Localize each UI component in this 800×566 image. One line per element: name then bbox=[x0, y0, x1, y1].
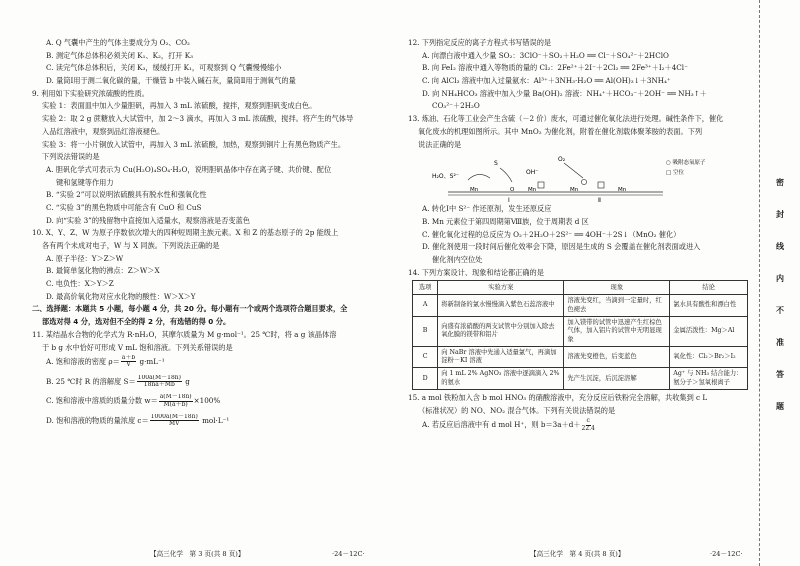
diagram-mn-4: Mn bbox=[618, 187, 627, 194]
table-row bbox=[413, 346, 748, 368]
table-cell-option: B bbox=[413, 316, 438, 346]
section-2-line2: 部选对得 4 分，选对但不全的得 2 分，有选错的得 0 分。 bbox=[42, 317, 231, 327]
question-14 bbox=[408, 268, 748, 390]
q11-d-denominator: MV bbox=[168, 420, 180, 428]
table-row bbox=[413, 316, 748, 346]
table-header-scheme: 实验方案 bbox=[438, 281, 564, 295]
left-footer-code: ·24－12C· bbox=[332, 550, 365, 559]
q13-option-d-cont: 催化剂内空位处 bbox=[432, 254, 483, 264]
q11-option-c bbox=[32, 394, 384, 408]
q13-option-a: A. 转化Ⅰ中 S²⁻ 作还原剂，发生还原反应 bbox=[422, 204, 552, 214]
question-11 bbox=[32, 330, 384, 428]
q9-ask: 下列说法错误的是 bbox=[42, 152, 100, 162]
q10-stem-line1: 10. X、Y、Z、W 为原子序数依次增大的四种短周期主族元素。X 和 Z 的基态原子的 2p 能级上 bbox=[32, 228, 339, 238]
q11-d-unit: mol·L⁻¹ bbox=[199, 415, 230, 425]
q15-a-fraction bbox=[582, 418, 595, 432]
q11-b-numerator: 100a(M－18n) bbox=[137, 374, 181, 381]
table-cell-scheme: 向盛有浓硝酸的两支试管中分别加入除去氧化膜的镁带和铝片 bbox=[438, 316, 564, 346]
q11-d-text: D. 饱和溶液的物质的量浓度 c＝ bbox=[46, 415, 149, 425]
table-cell-option: D bbox=[413, 368, 438, 390]
q12-option-b: B. 向 FeI₂ 溶液中通入等物质的量的 Cl₂：2Fe²⁺＋2I⁻＋2Cl₂ ══ 2Fe³⁺＋I₂＋4Cl⁻ bbox=[422, 63, 688, 73]
q11-c-fraction bbox=[159, 394, 193, 408]
q15-stem-line2: （标准状况）的 NO、NO₂ 混合气体。下列有关说法错误的是 bbox=[418, 405, 616, 415]
q8-option-c: C. 读完气体总体积后，关闭 K₃，缓缓打开 K₁，可观察到 Q 气囊慢慢缩小 bbox=[46, 63, 282, 73]
q11-c-text: C. 饱和溶液中溶质的质量分数 w＝ bbox=[46, 396, 158, 406]
q15-option-a bbox=[408, 418, 748, 432]
q10-stem-line2: 各有两个未成对电子，W 与 X 同族。下列说法正确的是 bbox=[42, 241, 220, 250]
q9-option-a: A. 胆矾化学式可表示为 Cu(H₂O)₄SO₄·H₂O，说明胆矾晶体中存在离子键、共价键、配位 bbox=[46, 164, 332, 174]
q9-stem: 9. 利用如下实验研究浓硫酸的性质。 bbox=[32, 88, 149, 98]
q8-option-d: D. 量筒Ⅰ用于测二氧化碳的量，干燥管 b 中装入碱石灰，量筒Ⅱ用于测氧气的量 bbox=[46, 76, 296, 86]
table-cell-option: A bbox=[413, 295, 438, 317]
q11-option-a bbox=[32, 355, 384, 369]
table-cell-phenomenon: 溶液先变红，当滴到一定量时，红色褪去 bbox=[564, 295, 670, 317]
diagram-stage-2: Ⅱ bbox=[598, 197, 601, 205]
q10-option-d: D. 最高价氧化物对应水化物的酸性：W＞X＞Y bbox=[46, 291, 196, 301]
q12-option-c: C. 向 AlCl₃ 溶液中加入过量氨水：Al³⁺＋3NH₃·H₂O ══ Al(OH)₃↓＋3NH₄⁺ bbox=[422, 76, 671, 86]
q13-stem-line1: 13. 炼油、石化等工业会产生含硫（－2 价）废水，可通过催化氧化法进行处理。碱性条件下，催化 bbox=[408, 114, 724, 124]
q11-b-unit: g bbox=[183, 376, 190, 386]
table-cell-phenomenon: 溶液先变橙色，后变蓝色 bbox=[564, 346, 670, 368]
vacancy-square-2 bbox=[598, 182, 604, 188]
table-cell-scheme: 将新制备的氯水慢慢滴入紫色石蕊溶液中 bbox=[438, 295, 564, 317]
binding-char: 不 bbox=[776, 306, 784, 315]
q10-option-a: A. 原子半径：Y＞Z＞W bbox=[46, 253, 124, 263]
table-cell-conclusion: 金属活泼性：Mg＞Al bbox=[670, 316, 748, 346]
experiment-table bbox=[412, 280, 748, 390]
binding-char: 题 bbox=[776, 402, 784, 411]
table-header-row bbox=[413, 281, 748, 295]
q13-option-d: D. 催化剂使用一段时间后催化效率会下降，原因是生成的 S 会覆盖在催化剂表面或进入 bbox=[422, 242, 701, 252]
q9-experiment-1: 实验 1：表面皿中加入少量胆矾，再加入 3 mL 浓硫酸，搅拌，观察到胆矾变成白色。 bbox=[42, 101, 317, 111]
q8-option-b: B. 测定气体总体积必须关闭 K₁、K₂，打开 K₃ bbox=[46, 50, 193, 60]
section-2-heading bbox=[32, 304, 384, 326]
q10-option-b: B. 最简单氢化物的沸点：Z＞W＞X bbox=[46, 266, 160, 276]
table-cell-conclusion: 氧化性：Cl₂＞Br₂＞I₂ bbox=[670, 346, 748, 368]
vacancy-square-1 bbox=[538, 182, 544, 188]
question-13 bbox=[408, 114, 748, 264]
q11-stem-line2: 于 b g 水中恰好可形成 V mL 饱和溶液。下列关系错误的是 bbox=[42, 342, 233, 352]
q11-c-numerator: a(M－18n) bbox=[159, 394, 192, 401]
diagram-arrow-3 bbox=[564, 163, 583, 178]
diagram-oh-label: OH⁻ bbox=[526, 169, 539, 177]
diagram-o-1: O bbox=[510, 187, 515, 194]
table-cell-phenomenon: 先产生沉淀，后沉淀溶解 bbox=[564, 368, 670, 390]
diagram-o2-label: O₂ bbox=[558, 156, 566, 164]
q9-option-c: C. “实验 3”的黑色物质中可能含有 CuO 和 CuS bbox=[46, 202, 202, 212]
diagram-stage-1: Ⅰ bbox=[508, 197, 510, 205]
diagram-arrow-1 bbox=[468, 175, 490, 181]
q11-a-denominator: V bbox=[126, 361, 131, 369]
diagram-s-label: S bbox=[494, 160, 498, 168]
right-footer-code: ·24－12C· bbox=[710, 550, 743, 559]
q11-b-text: B. 25 ℃时 R 的溶解度 S＝ bbox=[46, 376, 136, 386]
binding-char: 线 bbox=[776, 242, 784, 251]
q9-option-a-cont: 键和氢键等作用力 bbox=[56, 177, 114, 187]
q15-a-text: A. 若反应后溶液中有 d mol H⁺，则 b＝3a＋d＋ bbox=[422, 420, 581, 430]
q10-option-c: C. 电负性：X＞Y＞Z bbox=[46, 279, 114, 289]
q15-stem-line1: 15. a mol 铁粉加入含 b mol HNO₃ 的硝酸溶液中，充分反应后铁粉完全溶解，共收集到 c L bbox=[408, 392, 708, 402]
q12-stem: 12. 下列指定反应的离子方程式书写错误的是 bbox=[408, 38, 552, 47]
q14-stem: 14. 下列方案设计、现象和结论都正确的是 bbox=[408, 267, 544, 277]
diagram-legend-vacancy: □ 空位 bbox=[666, 170, 684, 177]
table-cell-scheme: 向 1 mL 2% AgNO₃ 溶液中逐滴滴入 2% 的氨水 bbox=[438, 368, 564, 390]
q9-option-d: D. 向“实验 3”的残留物中直接加入适量水，观察溶液是否变蓝色 bbox=[46, 215, 250, 225]
table-row bbox=[413, 368, 748, 390]
table-cell-option: C bbox=[413, 346, 438, 368]
q12-option-d-cont: CO₃²⁻＋2H₂O bbox=[432, 101, 480, 111]
diagram-mn-3: Mn bbox=[570, 187, 579, 194]
q11-d-numerator: 1000a(M－18n) bbox=[150, 413, 198, 420]
q9-option-b: B. “实验 2”可以说明浓硫酸具有脱水性和强氧化性 bbox=[46, 190, 207, 200]
table-cell-conclusion: 氯水具有酸性和漂白性 bbox=[670, 295, 748, 317]
diagram-mn-2: Mn bbox=[528, 187, 537, 194]
table-header-conclusion: 结论 bbox=[670, 281, 748, 295]
diagram-mn-1: Mn bbox=[470, 187, 479, 194]
q15-a-denominator: 22.4 bbox=[581, 424, 595, 432]
q15-a-numerator: c bbox=[586, 418, 590, 425]
binding-margin bbox=[759, 0, 800, 566]
q13-stem-line3: 说法正确的是 bbox=[418, 139, 462, 149]
section-2-line1: 二、选择题：本题共 5 小题，每小题 4 分，共 20 分。每小题有一个或两个选项符合题目要求，全 bbox=[32, 304, 348, 314]
q9-experiment-2-line1: 实验 2：取 2 g 蔗糖放入大试管中，加 2～3 滴水，再加入 3 mL 浓硫酸，搅拌。将产生的气体导 bbox=[42, 114, 354, 124]
binding-char: 准 bbox=[776, 338, 784, 347]
table-cell-scheme: 向 NaBr 溶液中先通入适量氯气，再滴加淀粉－KI 溶液 bbox=[438, 346, 564, 368]
catalytic-mechanism-diagram bbox=[408, 152, 748, 204]
question-10 bbox=[32, 228, 384, 301]
q8-options bbox=[32, 38, 384, 86]
q11-a-unit: g·mL⁻¹ bbox=[137, 356, 165, 366]
q11-a-text: A. 饱和溶液的密度 ρ＝ bbox=[46, 356, 120, 366]
q13-option-b: B. Mn 元素位于第四周期第Ⅷ族，位于周期表 d 区 bbox=[422, 216, 589, 226]
q11-b-denominator: 18na＋Mb bbox=[143, 381, 175, 389]
binding-char: 内 bbox=[776, 274, 784, 283]
binding-char: 密 bbox=[776, 178, 784, 187]
q11-a-fraction bbox=[121, 355, 136, 369]
diagram-legend-oxygen: ○ 吸附态氧原子 bbox=[666, 160, 706, 167]
question-12 bbox=[408, 38, 748, 111]
binding-char: 答 bbox=[776, 370, 784, 379]
q11-c-unit: ×100% bbox=[193, 396, 221, 406]
q13-option-c: C. 催化氧化过程的总反应为 O₂＋2H₂O＋2S²⁻ ══ 4OH⁻＋2S↓（MnO₂ 催化） bbox=[422, 229, 681, 239]
q11-a-numerator: a＋b bbox=[121, 355, 136, 362]
q12-option-a: A. 向漂白液中通入少量 SO₂：3ClO⁻＋SO₂＋H₂O ══ Cl⁻＋SO₄²⁻＋2HClO bbox=[422, 50, 669, 60]
diagram-arrow-2 bbox=[500, 168, 512, 182]
q11-option-d bbox=[32, 414, 384, 428]
diagram-h2o-s-label: H₂O、S²⁻ bbox=[432, 173, 460, 181]
q9-experiment-2-line2: 入品红溶液中，观察到品红溶液褪色。 bbox=[42, 126, 165, 136]
q11-d-fraction bbox=[150, 414, 199, 428]
q13-stem-line2: 氧化废水的机理如图所示。其中 MnO₂ 为催化剂，附着在催化剂载体聚苯胺的表面。下列 bbox=[418, 126, 703, 136]
right-footer-title: 【高三化学 第 4 页(共 8 页)】 bbox=[530, 550, 625, 559]
question-9 bbox=[32, 89, 384, 225]
left-page bbox=[32, 38, 384, 431]
question-15 bbox=[408, 393, 748, 432]
table-header-option: 选项 bbox=[413, 281, 438, 295]
q12-option-d: D. 向 NH₄HCO₃ 溶液中加入少量 Ba(OH)₂ 溶液：NH₄⁺＋HCO₃⁻＋2OH⁻ ══ NH₃↑＋ bbox=[422, 88, 707, 98]
q9-experiment-3: 实验 3：将一小片铜放入试管中，再加入 3 mL 浓硫酸，加热，观察到铜片上有黑色物质产生。 bbox=[42, 139, 346, 149]
right-page bbox=[408, 38, 748, 435]
q8-option-a: A. Q 气囊中产生的气体主要成分为 O₂、CO₂ bbox=[46, 38, 190, 47]
binding-char: 封 bbox=[776, 210, 784, 219]
q11-option-b bbox=[32, 375, 384, 389]
adsorbed-oxygen-1 bbox=[581, 180, 586, 185]
table-row bbox=[413, 295, 748, 317]
left-footer-title: 【高三化学 第 3 页(共 8 页)】 bbox=[150, 550, 245, 559]
q11-b-fraction bbox=[137, 375, 182, 389]
q11-c-denominator: M(a＋b) bbox=[163, 400, 188, 408]
q11-stem-line1: 11. 某结晶水合物的化学式为 R·nH₂O，其摩尔质量为 M g·mol⁻¹。25 ℃时，将 a g 该晶体溶 bbox=[32, 329, 337, 339]
table-cell-phenomenon: 加入镁带的试管中迅速产生红棕色气体，加入铝片的试管中无明显现象 bbox=[564, 316, 670, 346]
table-header-phenomenon: 现象 bbox=[564, 281, 670, 295]
table-cell-conclusion: Ag⁺ 与 NH₃ 结合能力：氨分子＞氢氧根离子 bbox=[670, 368, 748, 390]
